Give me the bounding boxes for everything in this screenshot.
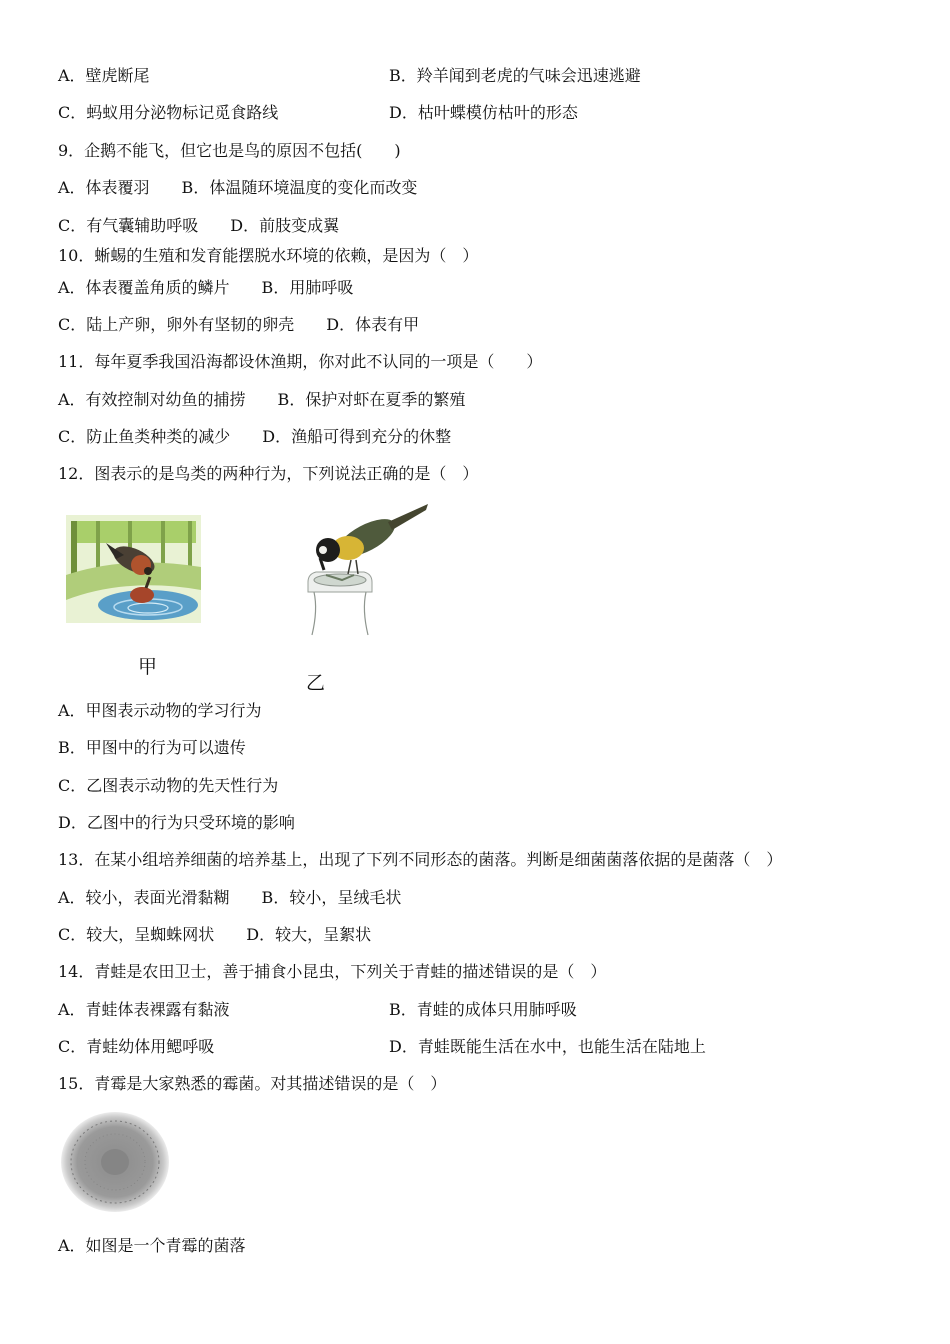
q8-option-a: A．壁虎断尾: [58, 66, 150, 85]
q8-option-c: C．蚂蚁用分泌物标记觅食路线: [58, 103, 279, 122]
q14-stem: 14．青蛙是农田卫士，善于捕食小昆虫，下列关于青蛙的描述错误的是（ ）: [58, 962, 607, 981]
q15-stem: 15．青霉是大家熟悉的霉菌。对其描述错误的是（ ）: [58, 1074, 447, 1093]
q12-option-d: D．乙图中的行为只受环境的影响: [58, 813, 295, 832]
q13-options-cd: C．较大，呈蜘蛛网状 D．较大，呈絮状: [58, 925, 372, 944]
q13-options-ab: A．较小，表面光滑黏糊 B．较小，呈绒毛状: [58, 888, 402, 907]
q15-option-a: A．如图是一个青霉的菌落: [58, 1236, 246, 1255]
figure-caption-yi: 乙: [306, 672, 326, 694]
q14-option-b: B．青蛙的成体只用肺呼吸: [389, 1000, 577, 1019]
q9-options-cd: C．有气囊辅助呼吸 D．前肢变成翼: [58, 216, 340, 235]
q12-option-a: A．甲图表示动物的学习行为: [58, 701, 262, 720]
bird-feeding-fish-figure: [66, 515, 201, 623]
q10-stem: 10．蜥蜴的生殖和发育能摆脱水环境的依赖，是因为（ ）: [58, 246, 479, 265]
figure-caption-jia: 甲: [138, 656, 158, 678]
q10-options-ab: A．体表覆盖角质的鳞片 B．用肺呼吸: [58, 278, 354, 297]
q12-stem: 12．图表示的是鸟类的两种行为，下列说法正确的是（ ）: [58, 464, 479, 483]
penicillium-colony-figure: [58, 1110, 172, 1214]
q11-stem: 11．每年夏季我国沿海都设休渔期，你对此不认同的一项是（ ）: [58, 352, 543, 371]
q10-options-cd: C．陆上产卵，卵外有坚韧的卵壳 D．体表有甲: [58, 315, 420, 334]
q13-stem: 13．在某小组培养细菌的培养基上，出现了下列不同形态的菌落。判断是细菌菌落依据的是菌落（ ）: [58, 850, 783, 869]
q14-option-a: A．青蛙体表裸露有黏液: [58, 1000, 230, 1019]
q8-option-d: D．枯叶蝶模仿枯叶的形态: [389, 103, 578, 122]
q9-options-ab: A．体表覆羽 B．体温随环境温度的变化而改变: [58, 178, 418, 197]
q11-options-ab: A．有效控制对幼鱼的捕捞 B．保护对虾在夏季的繁殖: [58, 390, 466, 409]
q12-option-c: C．乙图表示动物的先天性行为: [58, 776, 279, 795]
bird-drinking-bottle-figure: [296, 500, 432, 640]
q14-option-d: D．青蛙既能生活在水中，也能生活在陆地上: [389, 1037, 706, 1056]
q11-options-cd: C．防止鱼类种类的减少 D．渔船可得到充分的休整: [58, 427, 452, 446]
q14-option-c: C．青蛙幼体用鳃呼吸: [58, 1037, 215, 1056]
q12-option-b: B．甲图中的行为可以遗传: [58, 738, 246, 757]
q8-option-b: B．羚羊闻到老虎的气味会迅速逃避: [389, 66, 641, 85]
q9-stem: 9．企鹅不能飞，但它也是鸟的原因不包括( ): [58, 141, 401, 160]
